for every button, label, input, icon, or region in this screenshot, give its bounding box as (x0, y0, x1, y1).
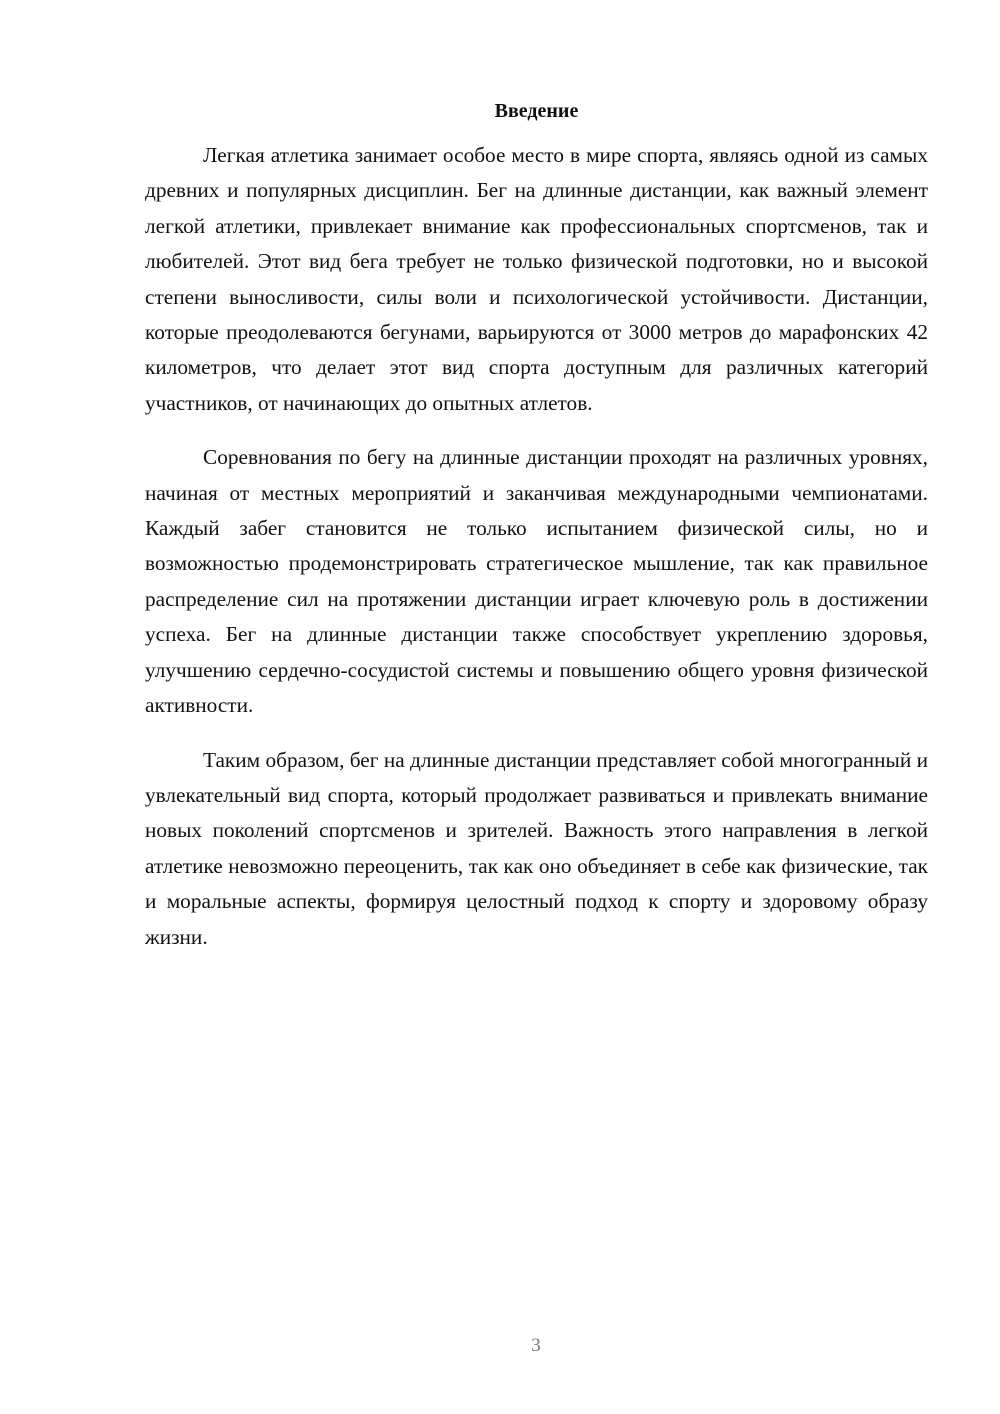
page-content (145, 96, 928, 974)
paragraph-3: Таким образом, бег на длинные дистанции представляет собой многогранный и увлекательный вид спорта, который продолжает развиваться и привлекать внимание новых поколений спортсменов и зрителей. Важность этого направления в легкой атлетике невозможно переоценить, так как оно объединяет в себе как физические, так и моральные аспекты, формируя целостный подход к спорту и здоровому образу жизни. (145, 747, 928, 949)
section-heading: Введение (494, 100, 579, 122)
paragraph-2: Соревнования по бегу на длинные дистанции проходят на различных уровнях, начиная от местных мероприятий и заканчивая международными чемпионатами. Каждый забег становится не только испытанием физической силы, но и возможностью продемонстрировать стратегическое мышление, так как правильное распределение сил на протяжении дистанции играет ключевую роль в достижении успеха. Бег на длинные дистанции также способствует укреплению здоровья, улучшению сердечно-сосудистой системы и повышению общего уровня физической активности. (145, 445, 928, 718)
page-number: 3 (531, 1335, 541, 1356)
paragraph-1: Легкая атлетика занимает особое место в мире спорта, являясь одной из самых древних и популярных дисциплин. Бег на длинные дистанции, как важный элемент легкой атлетики, привлекает внимание как профессиональных спортсменов, так и любителей. Этот вид бега требует не только физической подготовки, но и высокой степени выносливости, силы воли и психологической устойчивости. Дистанции, которые преодолеваются бегунами, варьируются от 3000 метров до марафонских 42 километров, что делает этот вид спорта доступным для различных категорий участников, от начинающих до опытных атлетов. (145, 143, 928, 415)
